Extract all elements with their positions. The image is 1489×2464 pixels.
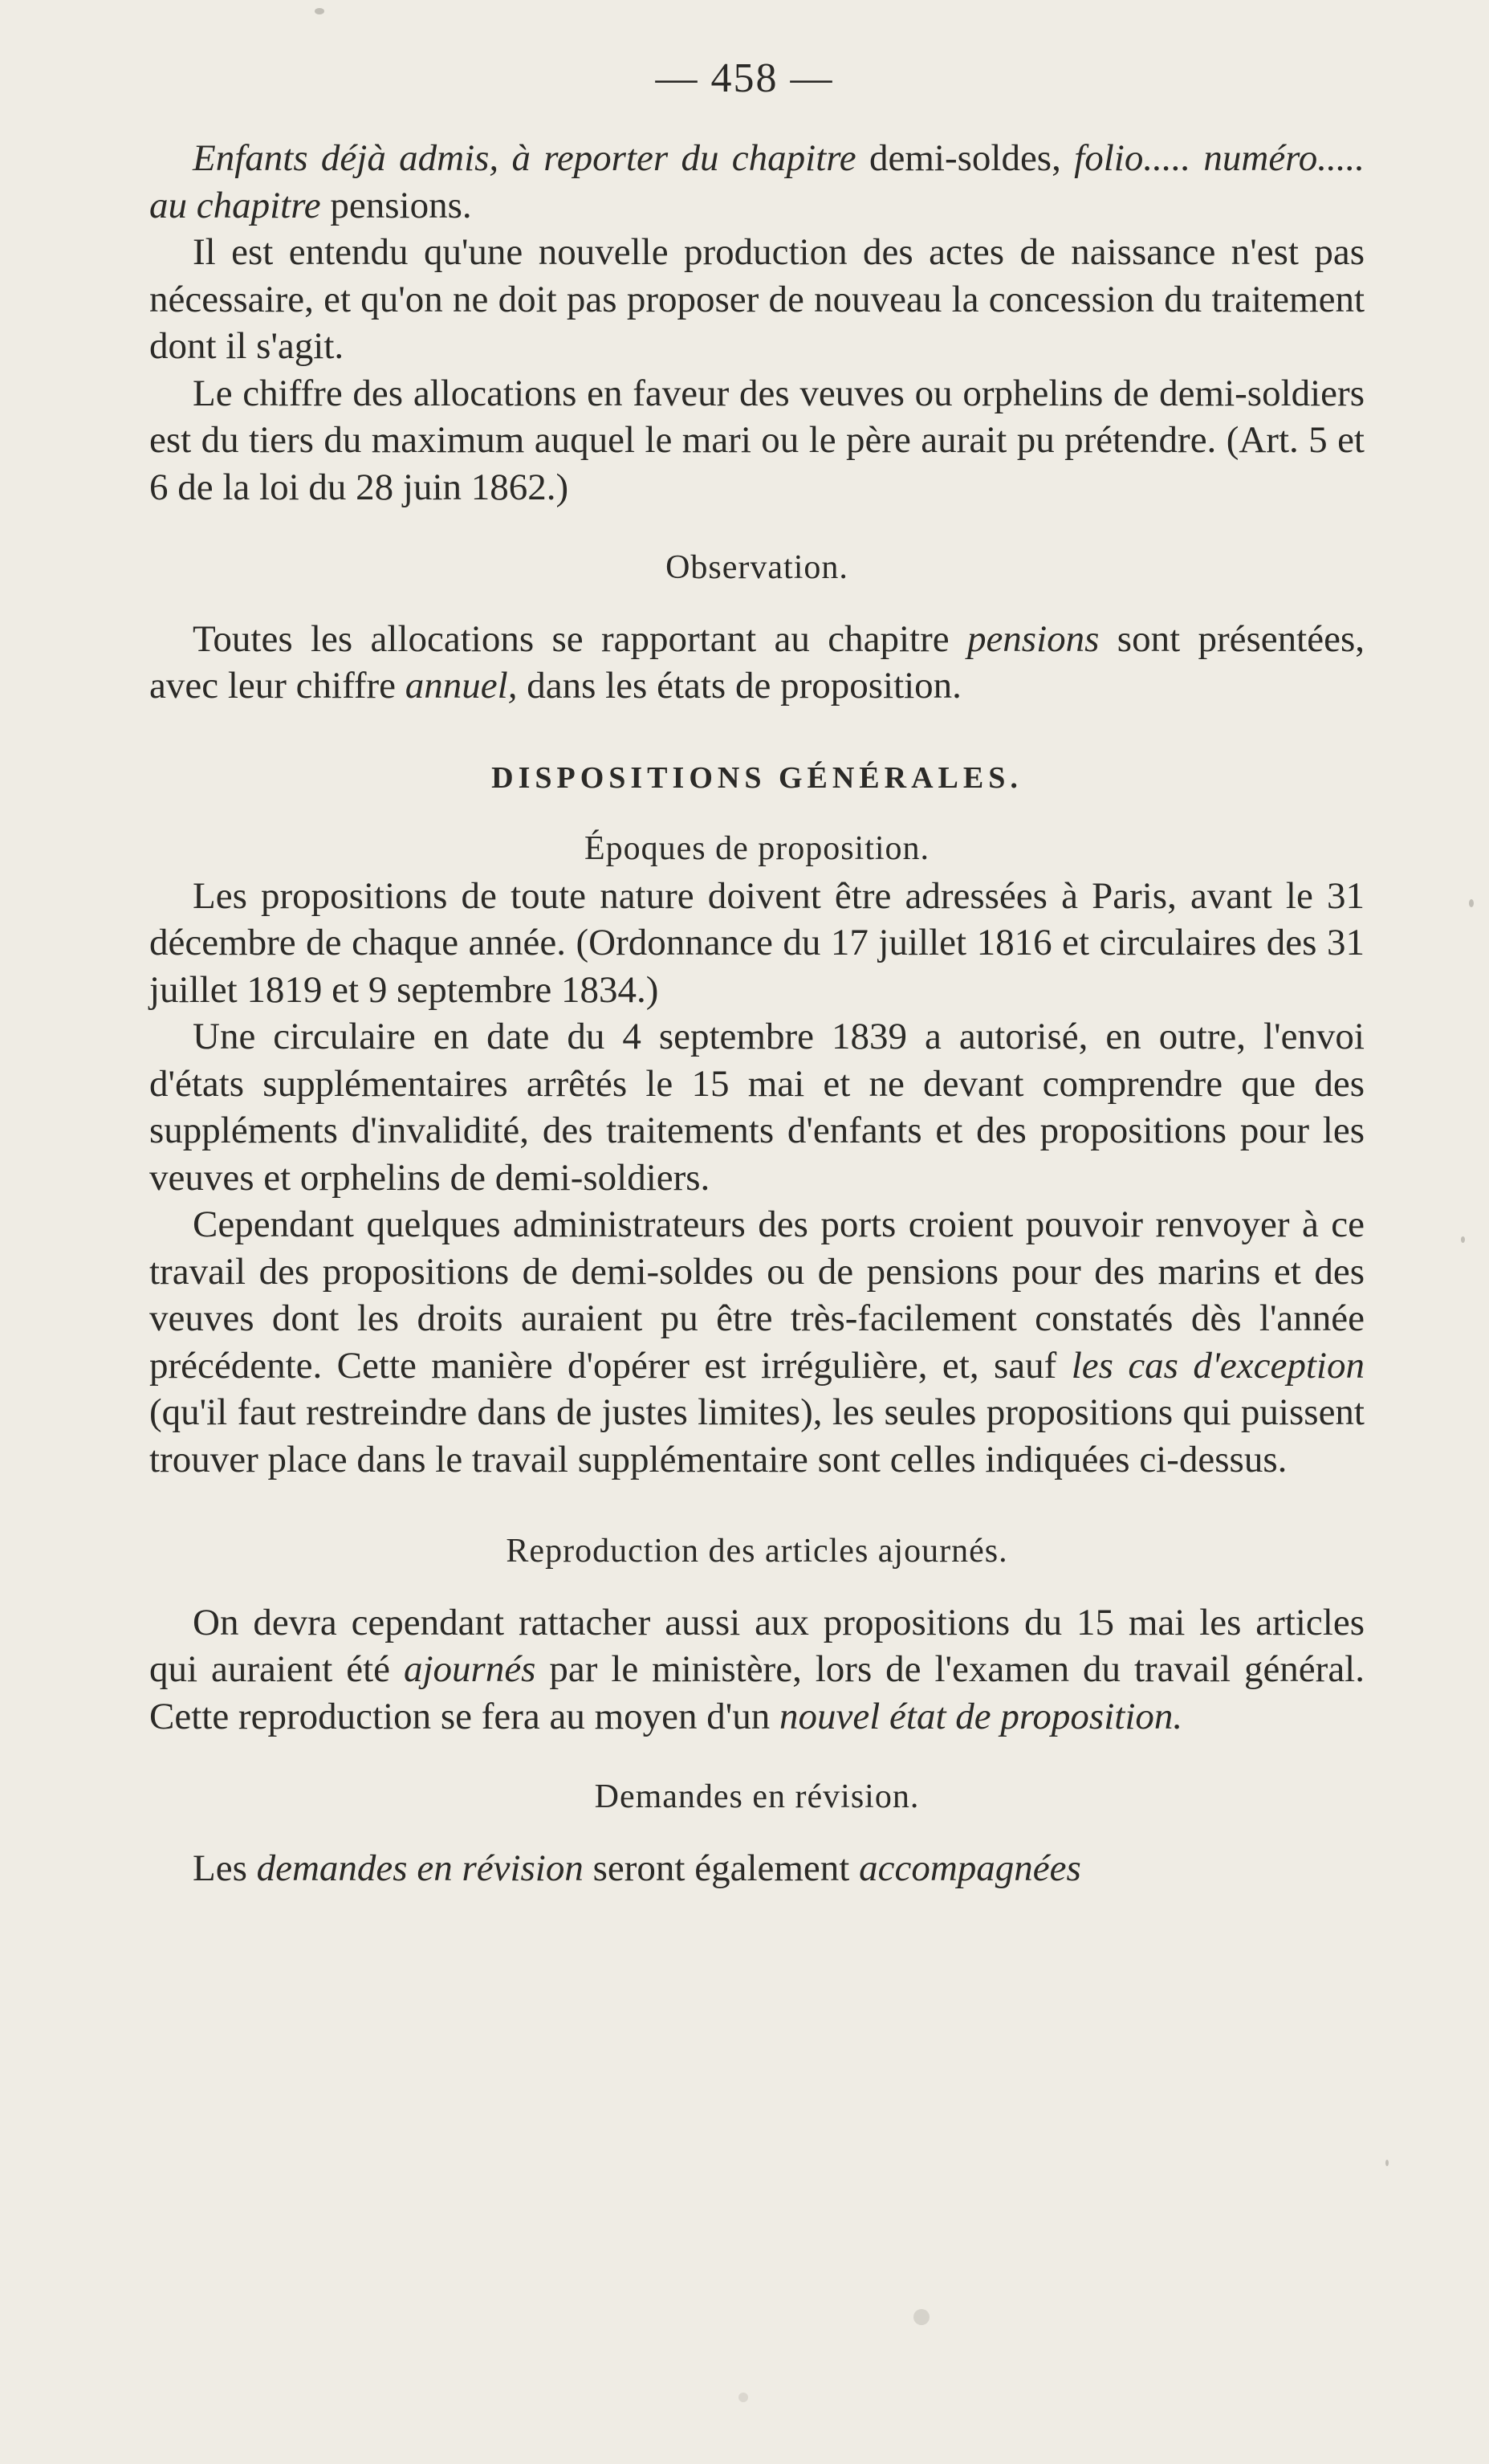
italic-run: les cas d'exception	[1071, 1344, 1365, 1387]
spacer	[149, 592, 1365, 616]
spacer	[149, 1740, 1365, 1774]
paragraph-demandes	[149, 1845, 1365, 1892]
heading-observation: Observation.	[665, 549, 848, 586]
text-run: (qu'il faut restreindre dans de justes limites), les seules propositions qui puissent trouver place dans le travail supplémentaire sont celles indiquées ci-dessus.	[149, 1391, 1365, 1480]
paragraph-cependant	[149, 1201, 1365, 1483]
paper-speck	[1461, 1236, 1465, 1243]
text-run: On devra cependant rattacher aussi aux propositions du 15 mai les articles qui auraient été	[149, 1601, 1365, 1690]
italic-run: nouvel état de proposition.	[779, 1695, 1183, 1737]
heading-epoques: Époques de proposition.	[584, 830, 930, 867]
paper-speck	[1469, 899, 1474, 907]
text-run: sont présentées, avec leur chiffre	[149, 617, 1365, 707]
spacer	[149, 801, 1365, 825]
paper-speck	[1385, 2160, 1389, 2166]
text-run: Cependant quelques administrateurs des ports croient pouvoir renvoyer à ce travail des propositions de demi-soldes ou de pensions pour des marins et des veuves dont les droits auraient pu être très-facilement constatés dès l'année précédente. Cette manière d'opérer est irrégulière, et, sauf	[149, 1203, 1365, 1387]
italic-run: folio..... numéro..... au chapitre	[149, 137, 1365, 226]
text-run: Les	[193, 1847, 257, 1889]
paragraph-circulaire: Une circulaire en date du 4 septembre 1839 a autorisé, en outre, l'envoi d'états supplémentaires arrêtés le 15 mai et ne devant comprendre que des suppléments d'invalidité, des traitements d'enfants et des propositions pour les veuves et orphelins de demi-soldiers.	[149, 1016, 1365, 1199]
paragraph-production: Il est entendu qu'une nouvelle production des actes de naissance n'est pas nécessaire, et qu'on ne doit pas proposer de nouveau la concession du traitement dont il s'agit.	[149, 231, 1365, 367]
paragraph-chiffre: Le chiffre des allocations en faveur des veuves ou orphelins de demi-soldiers est du tiers du maximum auquel le mari ou le père aurait pu prétendre. (Art. 5 et 6 de la loi du 28 juin 1862.)	[149, 372, 1365, 508]
italic-run: demandes en révision	[256, 1847, 584, 1889]
heading-demandes: Demandes en révision.	[594, 1778, 920, 1815]
spacer	[149, 511, 1365, 544]
paper-speck	[315, 8, 324, 14]
paragraph-allocations	[149, 616, 1365, 710]
spacer	[149, 1821, 1365, 1845]
italic-run: annuel,	[405, 665, 518, 707]
text-run: demi-soldes,	[856, 137, 1075, 179]
spacer	[149, 1575, 1365, 1599]
page-number: — 458 —	[655, 55, 834, 101]
heading-dispositions-generales: DISPOSITIONS GÉNÉRALES.	[491, 760, 1023, 795]
paragraph-propositions: Les propositions de toute nature doivent être adressées à Paris, avant le 31 décembre de chaque année. (Ordonnance du 17 juillet 1816 et circulaires des 31 juillet 1819 et 9 septembre 1834.)	[149, 874, 1365, 1011]
body-text	[149, 135, 1365, 1892]
italic-run: ajournés	[403, 1648, 536, 1690]
text-run: seront également	[583, 1847, 860, 1889]
paragraph-rattacher	[149, 1599, 1365, 1741]
paper-speck	[738, 2393, 748, 2402]
spacer	[149, 1483, 1365, 1528]
spacer	[149, 710, 1365, 755]
text-run: pensions.	[320, 184, 472, 226]
italic-run: accompagnées	[859, 1847, 1081, 1889]
text-run: par le ministère, lors de l'examen du travail général. Cette reproduction se fera au moyen d'un	[149, 1648, 1365, 1737]
italic-run: Enfants déjà admis, à reporter du chapitre	[193, 137, 856, 179]
paper-speck	[913, 2309, 930, 2325]
heading-reproduction: Reproduction des articles ajournés.	[506, 1533, 1008, 1570]
text-run: dans les états de proposition.	[517, 665, 962, 707]
text-run: Toutes les allocations se rapportant au chapitre	[193, 617, 967, 660]
paragraph-enfants	[149, 135, 1365, 229]
italic-run: pensions	[966, 617, 1100, 660]
